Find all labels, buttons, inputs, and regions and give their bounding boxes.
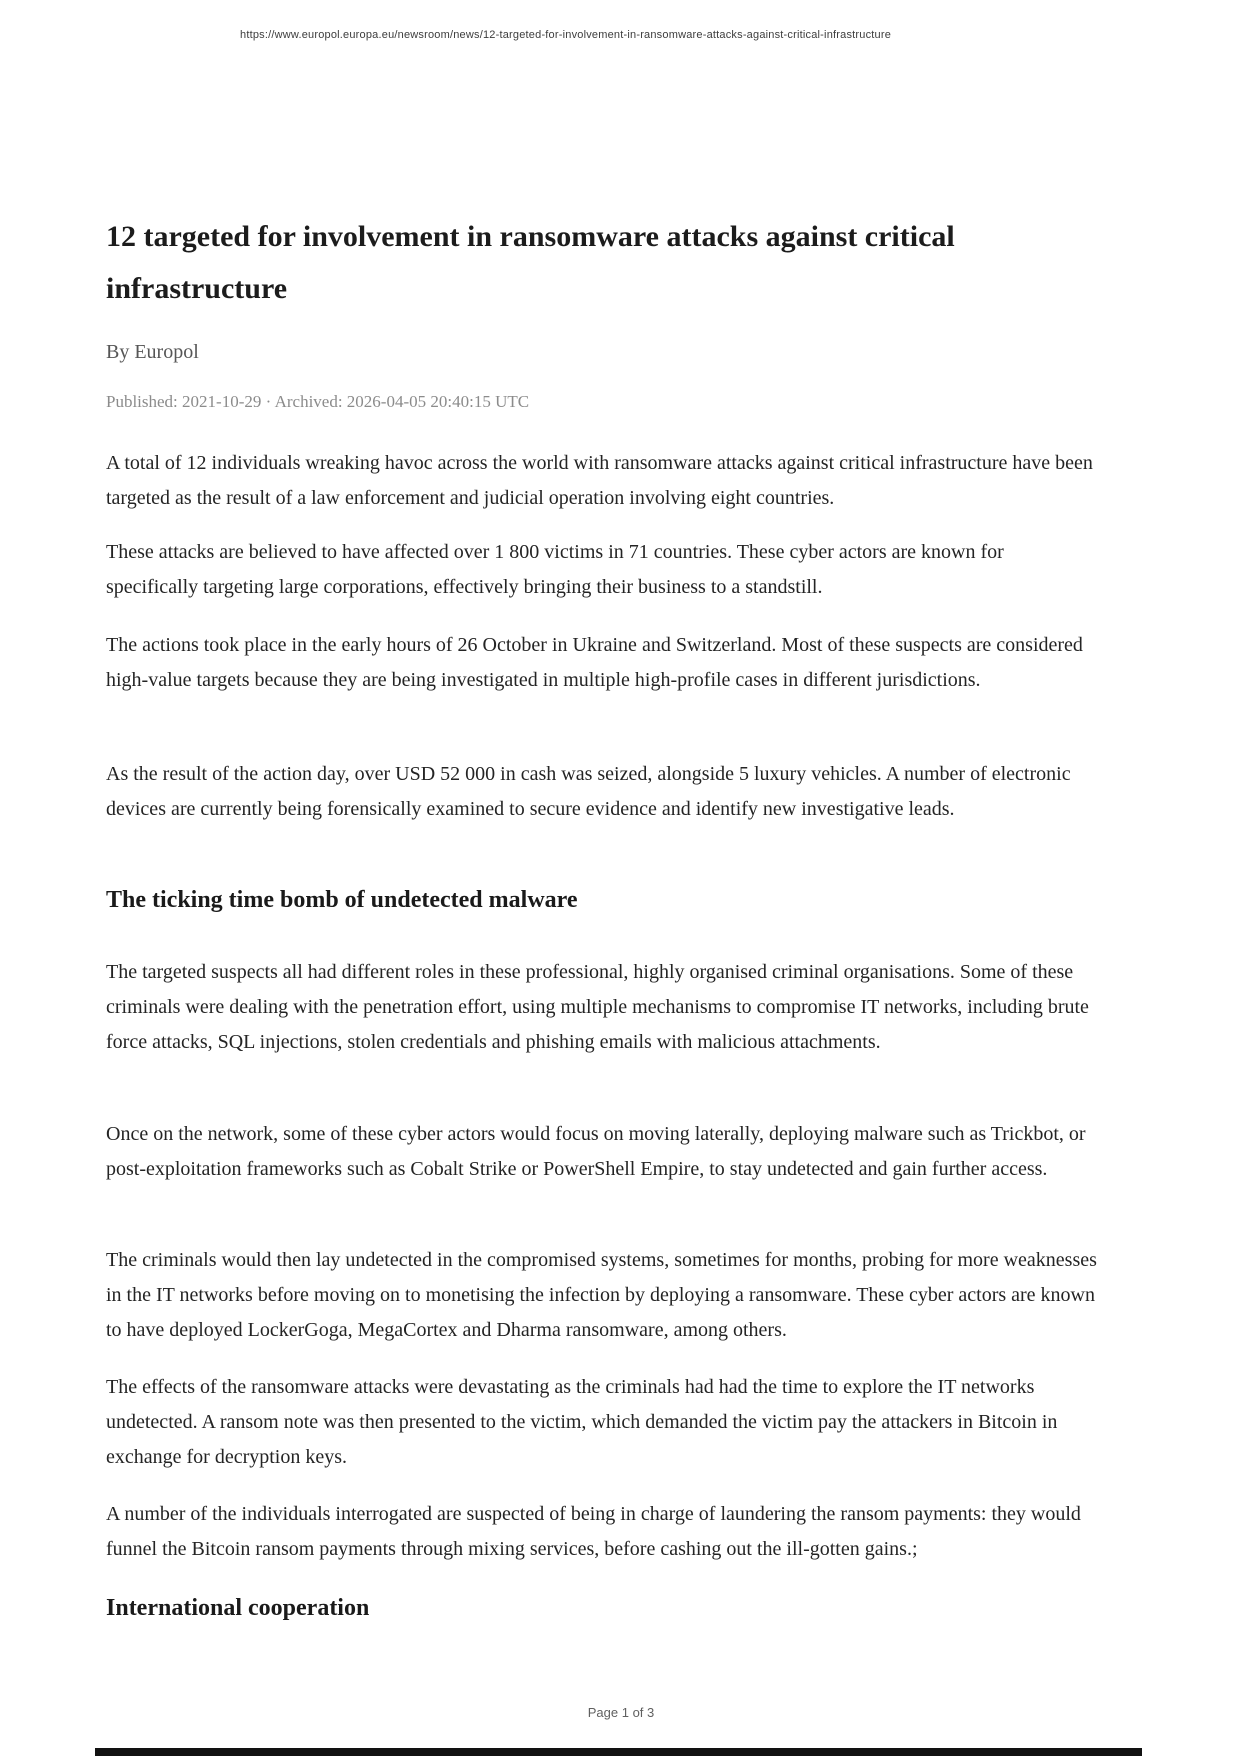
article-paragraph: The targeted suspects all had different roles in these professional, highly organised criminal organisations. Some of these criminals were dealing with the penetration effort, using multiple mechanisms to compromise IT networks, including brute force attacks, SQL injections, stolen credentials and phishing emails with malicious attachments. bbox=[106, 961, 1089, 1053]
article-paragraph: A number of the individuals interrogated are suspected of being in charge of laundering the ransom payments: they would funnel the Bitcoin ransom payments through mixing services, before cashing out the ill-gotten gains.; bbox=[106, 1503, 1081, 1560]
next-page-banner-edge bbox=[95, 1748, 1142, 1756]
article-paragraph: The criminals would then lay undetected in the compromised systems, sometimes for months, probing for more weaknesses in the IT networks before moving on to monetising the infection by deploying a ransomware. These cyber actors are known to have deployed LockerGoga, MegaCortex and Dharma ransomware, among others. bbox=[106, 1249, 1097, 1341]
article-paragraph: These attacks are believed to have affected over 1 800 victims in 71 countries. These cyber actors are known for specifically targeting large corporations, effectively bringing their business to a standstill. bbox=[106, 541, 1004, 598]
article-byline: By Europol bbox=[106, 341, 199, 363]
article-title: 12 targeted for involvement in ransomware attacks against critical infrastructure bbox=[106, 220, 955, 305]
page-number-indicator: Page 1 of 3 bbox=[587, 1705, 655, 1720]
article-paragraph: As the result of the action day, over USD 52 000 in cash was seized, alongside 5 luxury vehicles. A number of electronic devices are currently being forensically examined to secure evidence and identify new investigative leads. bbox=[106, 763, 1071, 820]
article-paragraph: The actions took place in the early hours of 26 October in Ukraine and Switzerland. Most of these suspects are considered high-value targets because they are being investigated in multiple high-profile cases in different jurisdictions. bbox=[106, 634, 1083, 691]
article-paragraph: A total of 12 individuals wreaking havoc across the world with ransomware attacks against critical infrastructure have been targeted as the result of a law enforcement and judicial operation involving eight countries. bbox=[106, 452, 1093, 509]
source-url-header: https://www.europol.europa.eu/newsroom/news/12-targeted-for-involvement-in-ransomware-attacks-against-critical-infrastructure bbox=[240, 29, 892, 41]
article-paragraph: Once on the network, some of these cyber actors would focus on moving laterally, deploying malware such as Trickbot, or post-exploitation frameworks such as Cobalt Strike or PowerShell Empire, to stay undetected and gain further access. bbox=[106, 1123, 1086, 1180]
section-heading-ticking-time-bomb: The ticking time bomb of undetected malware bbox=[106, 887, 578, 913]
section-heading-international-cooperation: International cooperation bbox=[106, 1595, 370, 1621]
publish-archive-meta: Published: 2021-10-29 · Archived: 2026-04-05 20:40:15 UTC bbox=[106, 392, 530, 411]
article-paragraph: The effects of the ransomware attacks were devastating as the criminals had had the time to explore the IT networks undetected. A ransom note was then presented to the victim, which demanded the victim pay the attackers in Bitcoin in exchange for decryption keys. bbox=[106, 1376, 1058, 1468]
